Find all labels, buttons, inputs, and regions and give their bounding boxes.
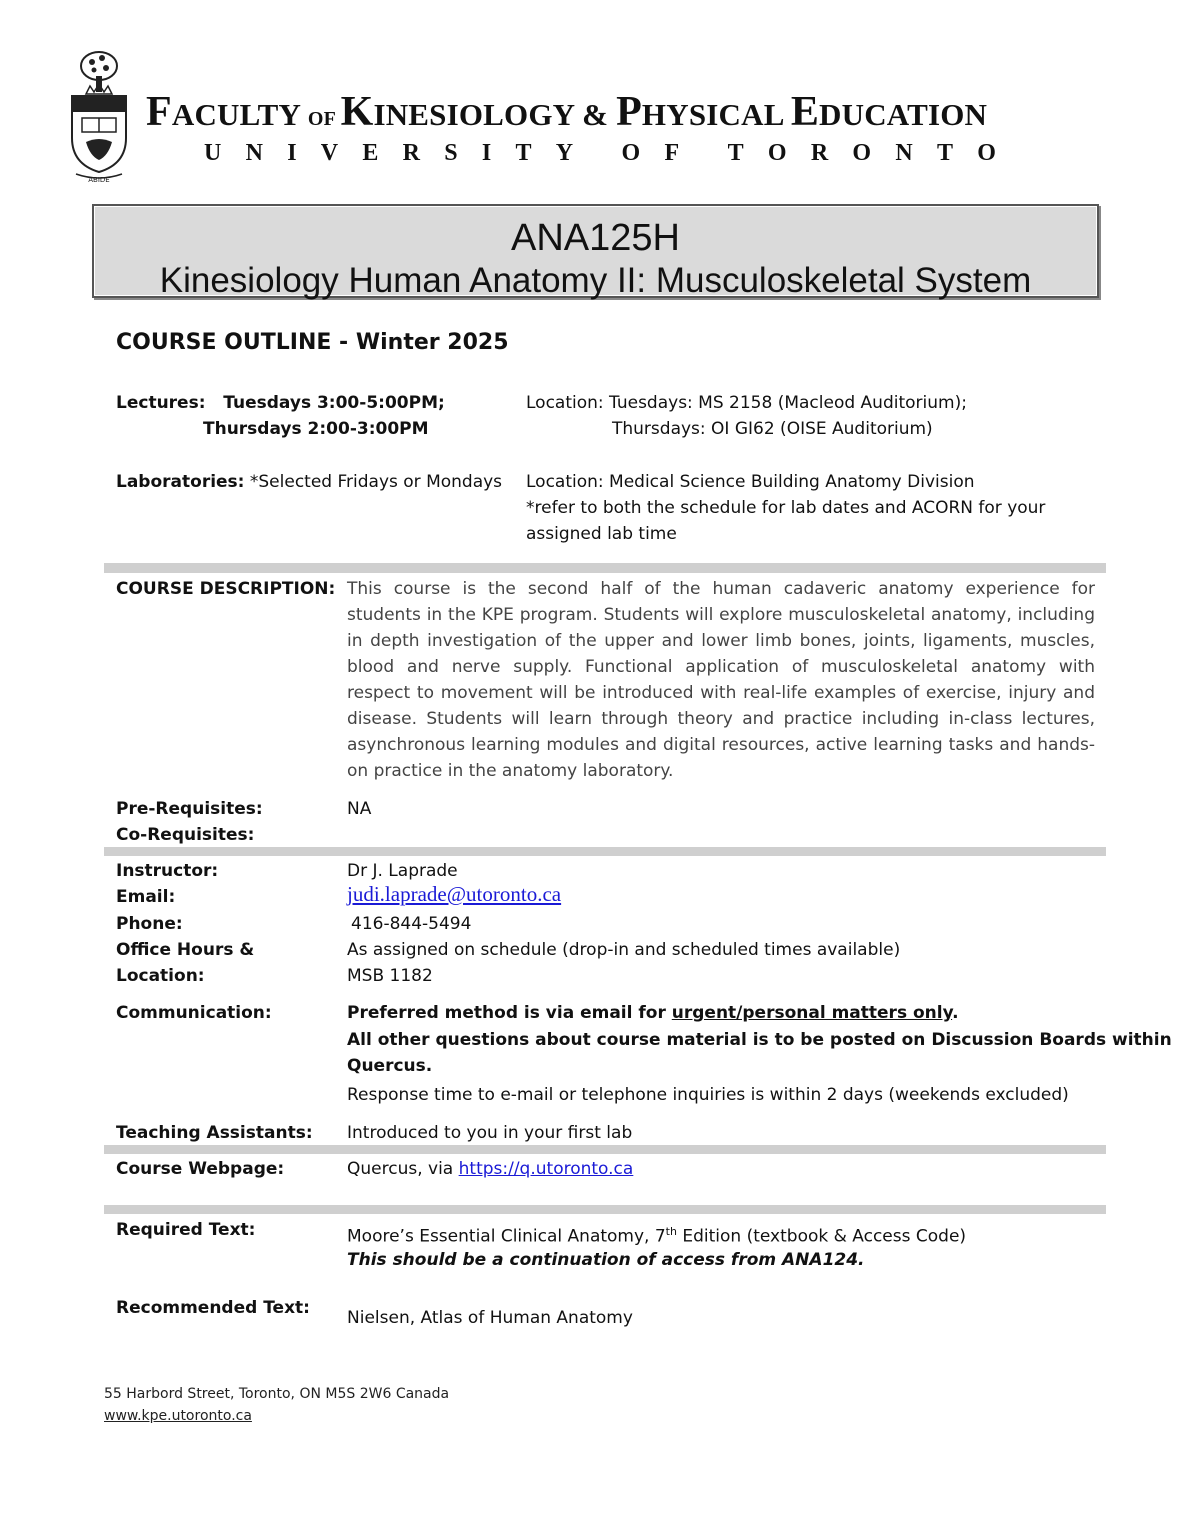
- office-hours-value: As assigned on schedule (drop-in and scheduled times available): [347, 940, 901, 960]
- quercus-link[interactable]: https://q.utoronto.ca: [458, 1159, 634, 1179]
- lectures-location-2: Thursdays: OI GI62 (OISE Auditorium): [612, 419, 933, 439]
- required-text-value: Moore’s Essential Clinical Anatomy, 7th Edition (textbook & Access Code): [347, 1225, 967, 1247]
- university-letter: E: [362, 140, 379, 166]
- course-title-box: [92, 204, 1099, 298]
- university-letter: N: [895, 140, 913, 166]
- university-letter: O: [977, 140, 996, 166]
- university-name: [204, 140, 996, 167]
- phone-value: 416-844-5494: [351, 914, 472, 934]
- lectures-time-2: Thursdays 2:00-3:00PM: [203, 419, 429, 439]
- phone-label: Phone:: [116, 914, 183, 934]
- communication-line-3: Quercus.: [347, 1056, 433, 1076]
- faculty-name-part: HYSICAL: [641, 97, 791, 132]
- section-divider: [104, 563, 1106, 573]
- webpage-label: Course Webpage:: [116, 1159, 285, 1179]
- prerequisites-value: NA: [347, 799, 372, 819]
- university-letter: O: [767, 140, 787, 166]
- instructor-label: Instructor:: [116, 861, 219, 881]
- university-letter: V: [320, 140, 339, 166]
- labs-value: *Selected Fridays or Mondays: [244, 472, 503, 492]
- faculty-name-part: K: [340, 89, 374, 135]
- corequisites-label: Co-Requisites:: [116, 825, 255, 845]
- university-letter: R: [402, 140, 420, 166]
- recommended-text-value: Nielsen, Atlas of Human Anatomy: [347, 1308, 633, 1328]
- footer-website-link[interactable]: www.kpe.utoronto.ca: [104, 1408, 252, 1424]
- webpage-value: Quercus, via https://q.utoronto.ca: [347, 1159, 634, 1179]
- prerequisites-label: Pre-Requisites:: [116, 799, 263, 819]
- urgent-matters-emphasis: urgent/personal matters only: [671, 1003, 953, 1023]
- university-letter: S: [444, 140, 458, 166]
- lectures-time-1: Tuesdays 3:00-5:00PM;: [223, 393, 445, 413]
- university-letter: I: [481, 140, 492, 166]
- communication-label: Communication:: [116, 1003, 272, 1023]
- faculty-name-part: INESIOLOGY: [373, 97, 583, 132]
- course-code: ANA125H: [511, 217, 680, 259]
- course-description: This course is the second half of the human cadaveric anatomy experience for students in the KPE program. Students will explore musculoskeletal anatomy, including in depth investigation of the upper and lower limb bones, joints, ligaments, muscles, blood and nerve supply. Functional application of musculoskeletal anatomy with respect to movement will be introduced with real-life examples of exercise, injury and disease. Students will learn through theory and practice including in-class lectures, asynchronous learning modules and digital resources, active learning tasks and hands-on practice in the anatomy laboratory.: [347, 579, 1095, 781]
- course-name: Kinesiology Human Anatomy II: Musculoskeletal System: [159, 261, 1032, 300]
- required-text-label: Required Text:: [116, 1220, 256, 1240]
- instructor-value: Dr J. Laprade: [347, 861, 458, 881]
- teaching-assistants-label: Teaching Assistants:: [116, 1123, 313, 1143]
- section-divider: [104, 1145, 1106, 1154]
- crest-motto: ABIDE: [88, 176, 110, 184]
- section-divider: [104, 1205, 1106, 1214]
- faculty-name-part: &: [582, 97, 617, 132]
- university-letter: O: [852, 140, 872, 166]
- university-letter: T: [936, 140, 953, 166]
- university-letter: R: [810, 140, 829, 166]
- required-text-note: This should be a continuation of access from ANA124.: [347, 1250, 865, 1270]
- university-letter: U: [204, 140, 222, 166]
- faculty-name-part: E: [790, 89, 820, 135]
- faculty-name: [146, 88, 987, 136]
- university-letter: F: [664, 140, 680, 166]
- university-crest-logo: [64, 46, 134, 186]
- communication-line-2: All other questions about course material is to be posted on Discussion Boards within: [347, 1030, 1172, 1050]
- location-label: Location:: [116, 966, 205, 986]
- university-letter: Y: [555, 140, 574, 166]
- faculty-name-part: DUCATION: [819, 97, 988, 132]
- lectures-location-1: Location: Tuesdays: MS 2158 (Macleod Auditorium);: [526, 393, 967, 413]
- course-outline-heading: COURSE OUTLINE - Winter 2025: [116, 330, 509, 355]
- university-letter: O: [621, 140, 641, 166]
- communication-line-4: Response time to e-mail or telephone inquiries is within 2 days (weekends excluded): [347, 1085, 1069, 1105]
- office-hours-label: Office Hours &: [116, 940, 255, 960]
- university-letter: N: [245, 140, 263, 166]
- labs-label: Laboratories:: [116, 472, 245, 492]
- labs-location-3: assigned lab time: [526, 524, 677, 544]
- email-label: Email:: [116, 887, 176, 907]
- faculty-name-part: F: [146, 89, 172, 135]
- lectures-label: Lectures: Tuesdays 3:00-5:00PM;: [116, 393, 445, 413]
- university-letter: I: [287, 140, 297, 166]
- university-letter: T: [727, 140, 744, 166]
- labs-location-2: *refer to both the schedule for lab dates and ACORN for your: [526, 498, 1046, 518]
- section-divider: [104, 847, 1106, 856]
- labs-location-1: Location: Medical Science Building Anatomy Division: [526, 472, 975, 492]
- faculty-name-part: P: [616, 89, 642, 135]
- instructor-email-link[interactable]: judi.laprade@utoronto.ca: [347, 882, 562, 906]
- teaching-assistants-value: Introduced to you in your first lab: [347, 1123, 633, 1143]
- faculty-name-part: ACULTY: [171, 97, 308, 132]
- description-label: COURSE DESCRIPTION:: [116, 579, 336, 599]
- labs-row: [116, 469, 502, 495]
- communication-line-1: Preferred method is via email for urgent/personal matters only.: [347, 1003, 959, 1023]
- office-location-value: MSB 1182: [347, 966, 433, 986]
- university-letter: T: [515, 140, 532, 166]
- footer-address: 55 Harbord Street, Toronto, ON M5S 2W6 Canada: [104, 1386, 450, 1402]
- faculty-name-part: OF: [307, 108, 341, 130]
- recommended-text-label: Recommended Text:: [116, 1298, 310, 1318]
